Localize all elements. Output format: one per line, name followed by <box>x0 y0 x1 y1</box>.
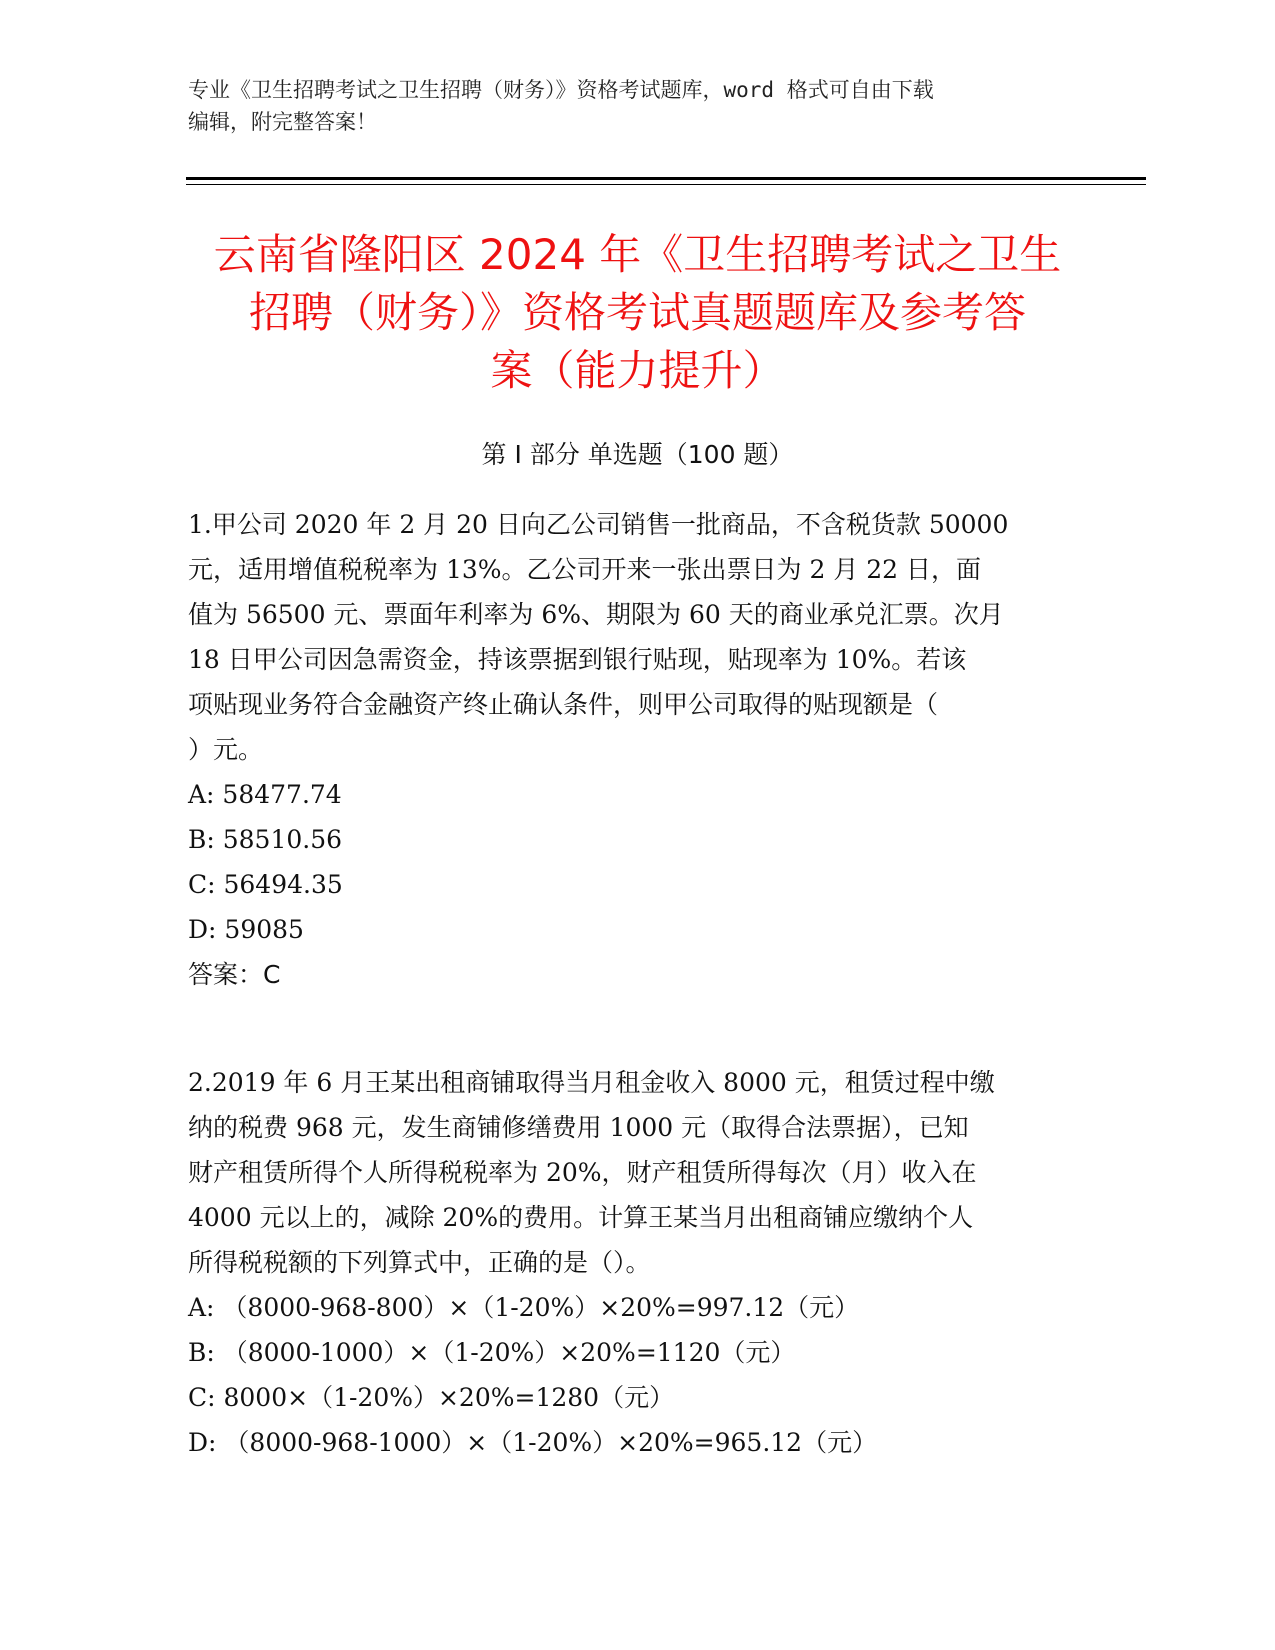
question-stem-line: 值为 56500 元、票面年利率为 6%、期限为 60 天的商业承兑汇票。次月 <box>188 600 1004 629</box>
option-c: C: 56494.35 <box>188 870 343 899</box>
option-c: C: 8000×（1-20%）×20%=1280（元） <box>188 1383 675 1412</box>
option-b: B: 58510.56 <box>188 825 343 854</box>
question-stem-line: 纳的税费 968 元，发生商铺修缮费用 1000 元（取得合法票据），已知 <box>188 1113 969 1142</box>
question-2 <box>188 1060 1088 1465</box>
question-stem-line: ）元。 <box>188 735 264 764</box>
question-stem-line: 18 日甲公司因急需资金，持该票据到银行贴现，贴现率为 10%。若该 <box>188 645 967 674</box>
option-a: A: （8000-968-800）×（1-20%）×20%=997.12（元） <box>188 1293 860 1322</box>
document-title <box>150 226 1125 400</box>
header-note-line: 编辑，附完整答案！ <box>188 110 377 134</box>
title-line: 招聘（财务）》资格考试真题题库及参考答 <box>248 288 1026 337</box>
question-stem-line: 2.2019 年 6 月王某出租商铺取得当月租金收入 8000 元，租赁过程中缴 <box>188 1068 995 1097</box>
question-stem-line: 元，适用增值税税率为 13%。乙公司开来一张出票日为 2 月 22 日，面 <box>188 555 982 584</box>
option-b: B: （8000-1000）×（1-20%）×20%=1120（元） <box>188 1338 796 1367</box>
title-line: 云南省隆阳区 2024 年《卫生招聘考试之卫生 <box>213 230 1062 279</box>
title-line: 案（能力提升） <box>490 346 785 395</box>
question-stem-line: 所得税税额的下列算式中，正确的是（）。 <box>188 1248 651 1277</box>
header-note <box>188 74 1068 138</box>
question-stem-line: 项贴现业务符合金融资产终止确认条件，则甲公司取得的贴现额是（ <box>188 690 939 719</box>
header-rule-thin <box>186 184 1146 185</box>
answer: 答案：C <box>188 960 281 989</box>
section-heading: 第 I 部分 单选题（100 题） <box>481 440 794 469</box>
option-a: A: 58477.74 <box>188 780 342 809</box>
header-rule-thick <box>186 177 1146 180</box>
option-d: D: 59085 <box>188 915 304 944</box>
question-1 <box>188 502 1088 997</box>
option-d: D: （8000-968-1000）×（1-20%）×20%=965.12（元） <box>188 1428 878 1457</box>
question-stem-line: 4000 元以上的，减除 20%的费用。计算王某当月出租商铺应缴纳个人 <box>188 1203 974 1232</box>
header-note-line: 专业《卫生招聘考试之卫生招聘（财务）》资格考试题库，word 格式可自由下载 <box>188 78 934 102</box>
question-stem-line: 财产租赁所得个人所得税税率为 20%，财产租赁所得每次（月）收入在 <box>188 1158 977 1187</box>
question-stem-line: 1.甲公司 2020 年 2 月 20 日向乙公司销售一批商品，不含税货款 50000 <box>188 510 1009 539</box>
